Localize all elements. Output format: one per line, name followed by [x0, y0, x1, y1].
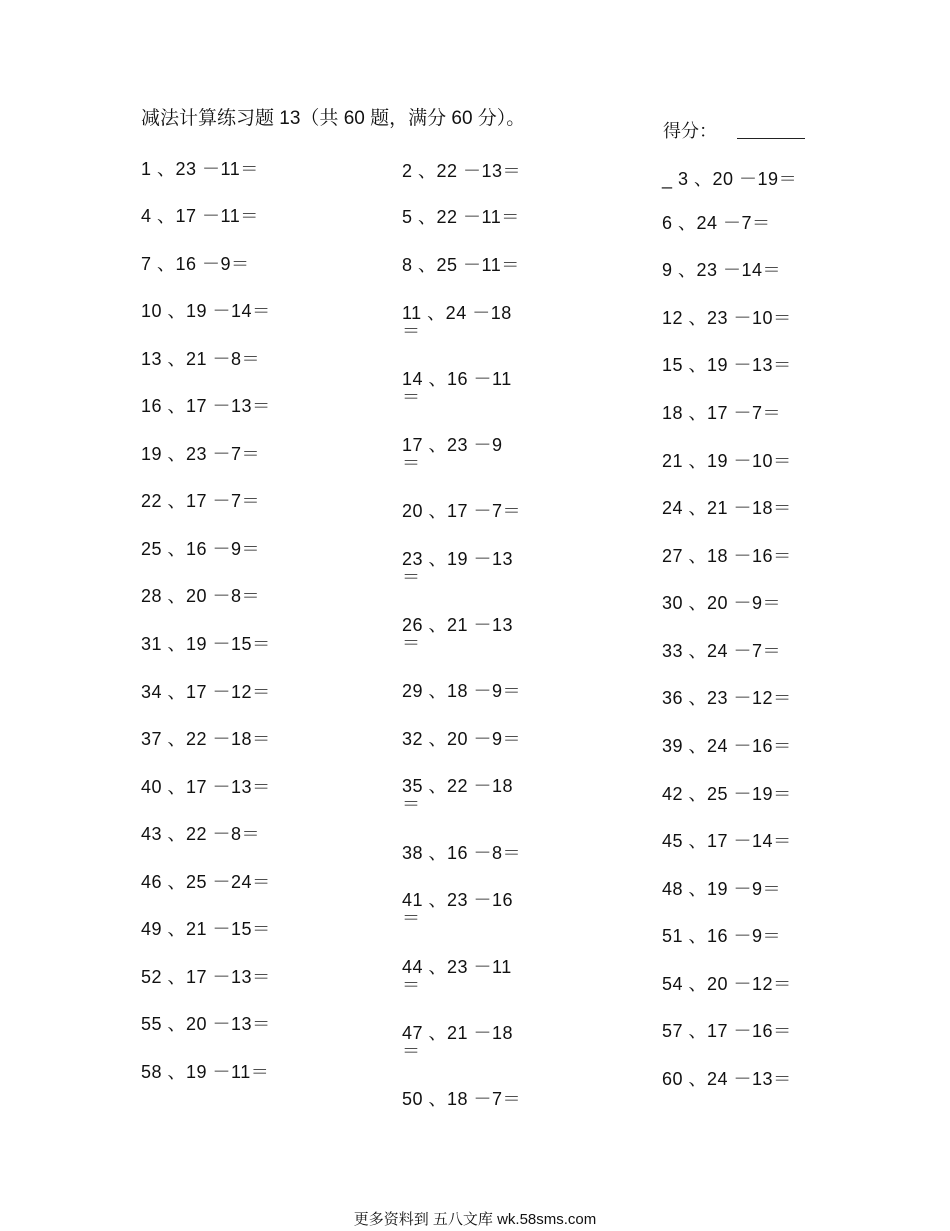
problem-item — [402, 1023, 513, 1061]
footer-watermark: 更多资料到 五八文库 wk.58sms.com — [353, 1211, 597, 1228]
problem-text: 35 、22 －18 — [402, 776, 514, 796]
problem-item: 46 、25 －24＝ — [141, 872, 271, 892]
problem-item: 45 、17 －14＝ — [662, 831, 792, 851]
problem-item: 4 、17 －11＝ — [141, 206, 259, 226]
problem-item — [402, 549, 513, 587]
problem-item: 42 、25 －19＝ — [662, 784, 792, 804]
problem-item: 19 、23 －7＝ — [141, 444, 261, 464]
score-label: 得分： — [663, 121, 717, 141]
problem-equals-wrap: ＝ — [402, 633, 421, 653]
problem-item — [402, 776, 513, 814]
problem-text: 8 、25 －11＝ — [402, 255, 520, 275]
problem-item: 6 、24 －7＝ — [662, 213, 771, 233]
problem-equals-wrap: ＝ — [402, 387, 421, 407]
problem-item — [402, 501, 521, 521]
problem-item: 48 、19 －9＝ — [662, 879, 782, 899]
problem-item: 15 、19 －13＝ — [662, 355, 792, 375]
problem-item: 37 、22 －18＝ — [141, 729, 271, 749]
problem-item: 30 、20 －9＝ — [662, 593, 782, 613]
problem-equals-wrap: ＝ — [402, 908, 421, 928]
problem-item — [402, 890, 513, 928]
problem-item: 57 、17 －16＝ — [662, 1021, 792, 1041]
worksheet-title: 减法计算练习题 13（共 60 题，满分 60 分）。 — [141, 108, 526, 129]
problem-item: 21 、19 －10＝ — [662, 451, 792, 471]
problem-text: 14 、16 －11 — [402, 369, 512, 389]
problem-item — [402, 615, 513, 653]
problem-text: 11 、24 －18 — [402, 303, 512, 323]
problem-item — [402, 369, 512, 407]
problem-equals-wrap: ＝ — [402, 567, 421, 587]
problem-item: 60 、24 －13＝ — [662, 1069, 792, 1089]
problem-item: 9 、23 －14＝ — [662, 260, 782, 280]
problem-item: 7 、16 －9＝ — [141, 254, 250, 274]
problem-item: 31 、19 －15＝ — [141, 634, 271, 654]
problem-text: 23 、19 －13 — [402, 549, 514, 569]
problem-item: 13 、21 －8＝ — [141, 349, 261, 369]
problem-item: 25 、16 －9＝ — [141, 539, 261, 559]
problem-text: 20 、17 －7＝ — [402, 501, 522, 521]
problem-equals-wrap: ＝ — [402, 1041, 421, 1061]
problem-equals-wrap: ＝ — [402, 794, 421, 814]
problem-item: 33 、24 －7＝ — [662, 641, 782, 661]
problem-item: 40 、17 －13＝ — [141, 777, 271, 797]
problem-item: 58 、19 －11＝ — [141, 1062, 270, 1082]
problem-item: 51 、16 －9＝ — [662, 926, 782, 946]
problem-item — [402, 957, 512, 995]
problem-text: 41 、23 －16 — [402, 890, 514, 910]
problem-item: 16 、17 －13＝ — [141, 396, 271, 416]
problem-text: 38 、16 －8＝ — [402, 843, 522, 863]
problem-text: 50 、18 －7＝ — [402, 1089, 522, 1107]
problem-item — [402, 435, 503, 473]
problem-item — [402, 1089, 521, 1107]
problem-item: 43 、22 －8＝ — [141, 824, 261, 844]
problem-text: 47 、21 －18 — [402, 1023, 514, 1043]
problem-text: 29 、18 －9＝ — [402, 681, 522, 701]
problem-item: 27 、18 －16＝ — [662, 546, 792, 566]
problem-equals-wrap: ＝ — [402, 453, 421, 473]
problem-item: 10 、19 －14＝ — [141, 301, 271, 321]
problem-item — [402, 303, 512, 341]
problem-item: 12 、23 －10＝ — [662, 308, 792, 328]
problem-item: 39 、24 －16＝ — [662, 736, 792, 756]
problem-text: 5 、22 －11＝ — [402, 207, 520, 227]
problem-item: 24 、21 －18＝ — [662, 498, 792, 518]
problem-text: 26 、21 －13 — [402, 615, 514, 635]
problem-item — [402, 161, 521, 181]
problem-item: 18 、17 －7＝ — [662, 403, 782, 423]
problem-equals-wrap: ＝ — [402, 321, 421, 341]
problem-item — [402, 681, 521, 701]
problem-item — [402, 207, 520, 227]
problem-item: 22 、17 －7＝ — [141, 491, 261, 511]
problem-equals-wrap: ＝ — [402, 975, 421, 995]
problem-text: 44 、23 －11 — [402, 957, 512, 977]
problem-item: 54 、20 －12＝ — [662, 974, 792, 994]
problem-item: 1 、23 －11＝ — [141, 159, 259, 179]
problem-item: 49 、21 －15＝ — [141, 919, 271, 939]
problem-item: 55 、20 －13＝ — [141, 1014, 271, 1034]
problem-item: 36 、23 －12＝ — [662, 688, 792, 708]
score-blank-line — [737, 138, 805, 139]
problem-item: _ 3 、20 －19＝ — [662, 169, 798, 189]
problem-item: 34 、17 －12＝ — [141, 682, 271, 702]
problem-text: 2 、22 －13＝ — [402, 161, 522, 181]
problem-item — [402, 843, 521, 863]
problem-item — [402, 255, 520, 275]
problem-item: 28 、20 －8＝ — [141, 586, 261, 606]
problem-text: 17 、23 －9 — [402, 435, 503, 455]
problem-text: 32 、20 －9＝ — [402, 729, 522, 749]
problem-item — [402, 729, 521, 749]
problem-item: 52 、17 －13＝ — [141, 967, 271, 987]
